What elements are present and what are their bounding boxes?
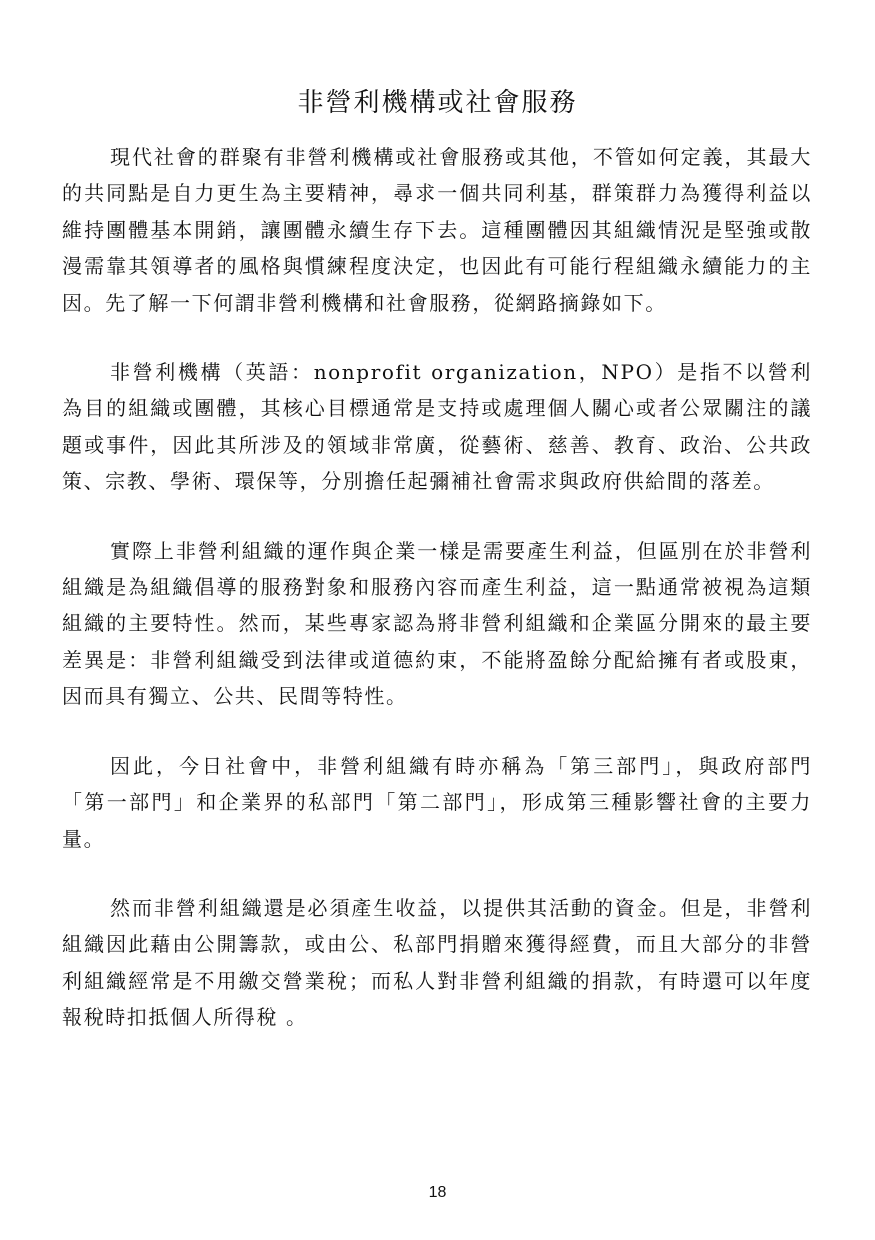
paragraph-intro: 現代社會的群聚有非營利機構或社會服務或其他，不管如何定義，其最大的共同點是自力更生為主要精神，尋求一個共同利基，群策群力為獲得利益以維持團體基本開銷，讓團體永續生存下去。這種團體因其組織情況是堅強或散漫需靠其領導者的風格與慣練程度決定，也因此有可能行程組織永續能力的主因。先了解一下何謂非營利機構和社會服務，從網路摘錄如下。 [62,145,812,315]
paragraph-npo-operation: 實際上非營利組織的運作與企業一樣是需要產生利益，但區別在於非營利組織是為組織倡導的服務對象和服務內容而產生利益，這一點通常被視為這類組織的主要特性。然而，某些專家認為將非營利組織和企業區分開來的最主要差異是：非營利組織受到法律或道德約束，不能將盈餘分配給擁有者或股東，因而具有獨立、公共、民間等特性。 [62,538,812,709]
paragraph-third-sector: 因此，今日社會中，非營利組織有時亦稱為「第三部門」，與政府部門「第一部門」和企業界的私部門「第二部門」，形成第三種影響社會的主要力量。 [62,753,812,851]
paragraph-funding: 然而非營利組織還是必須產生收益，以提供其活動的資金。但是，非營利組織因此藉由公開籌款，或由公、私部門捐贈來獲得經費，而且大部分的非營利組織經常是不用繳交營業稅；而私人對非營利組織的捐款，有時還可以年度報稅時扣抵個人所得稅 。 [62,895,812,1030]
page-number: 18 [428,1184,447,1201]
paragraph-npo-definition: 非營利機構（英語：nonprofit organization，NPO）是指不以營利為目的組織或團體，其核心目標通常是支持或處理個人關心或者公眾關注的議題或事件，因此其所涉及的領域非常廣，從藝術、慈善、教育、政治、公共政策、宗教、學術、環保等，分別擔任起彌補社會需求與政府供給間的落差。 [62,360,812,494]
article-body [62,139,812,1069]
page-title: 非營利機構或社會服務 [297,88,578,119]
